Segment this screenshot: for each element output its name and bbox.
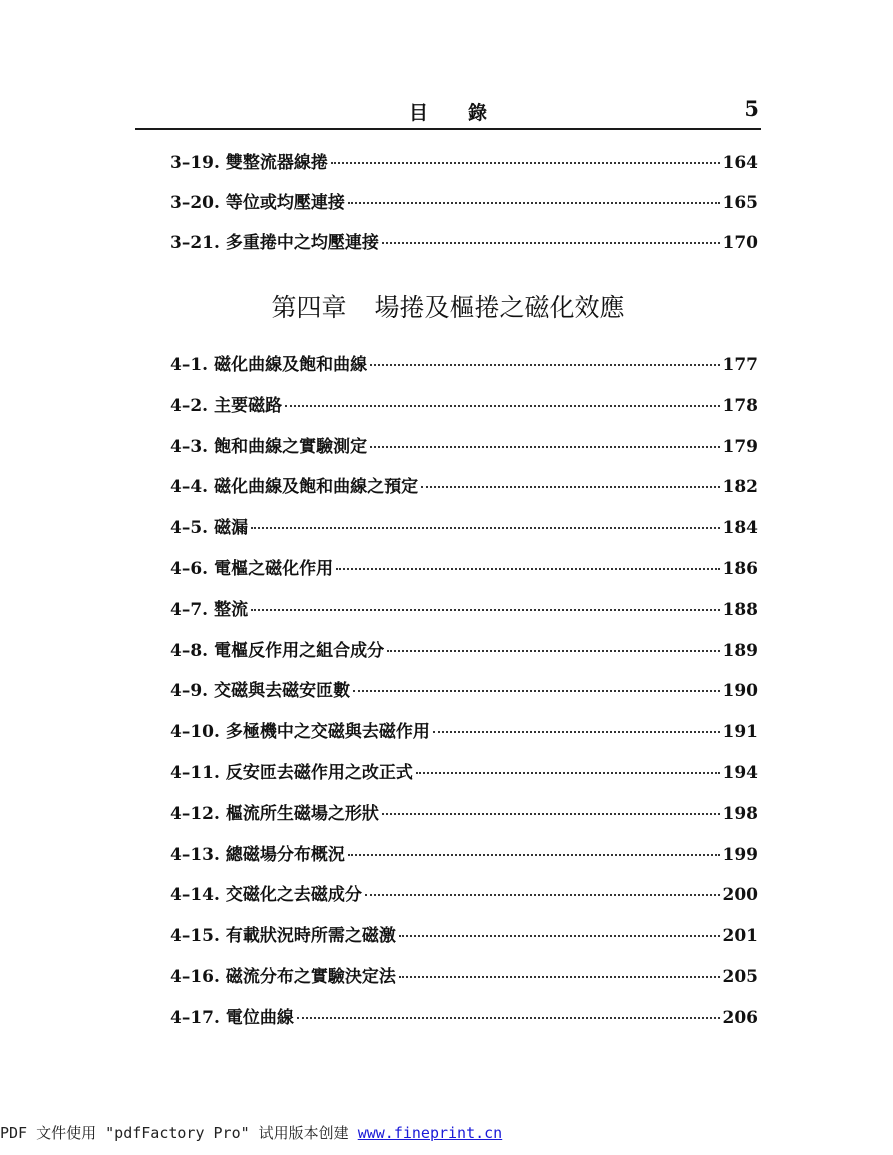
dot-leader <box>382 242 720 244</box>
entry-page-number: 165 <box>722 193 758 213</box>
dot-leader <box>348 854 720 856</box>
toc-entry <box>170 432 758 458</box>
entry-title: 磁化曲線及飽和曲線之預定 <box>214 477 419 498</box>
entry-page-number: 164 <box>722 153 758 173</box>
entry-title: 多極機中之交磁與去磁作用 <box>225 722 430 743</box>
header-rule <box>135 128 761 130</box>
toc-entry <box>170 148 758 174</box>
dot-leader <box>251 527 719 529</box>
toc-entry <box>170 962 758 988</box>
entry-page-number: 190 <box>722 681 758 702</box>
toc-entry <box>170 880 758 906</box>
dot-leader <box>399 976 720 978</box>
toc-entry <box>170 676 758 702</box>
dot-leader <box>365 894 720 896</box>
toc-entry <box>170 391 758 417</box>
entry-title: 電樞反作用之組合成分 <box>214 640 385 661</box>
toc-entry <box>170 228 758 254</box>
dot-leader <box>421 486 719 488</box>
entry-title: 磁漏 <box>214 518 249 539</box>
pdf-footer <box>0 1122 502 1143</box>
entry-page-number: 186 <box>722 559 758 579</box>
entry-title: 多重捲中之均壓連接 <box>225 233 379 253</box>
dot-leader <box>285 405 719 407</box>
toc-entry <box>170 472 758 498</box>
dot-leader <box>370 364 719 366</box>
toc-entry <box>170 636 758 662</box>
chapter-heading <box>135 288 761 324</box>
entry-page-number: 189 <box>722 640 758 661</box>
entry-number: 4–7. <box>170 599 209 620</box>
footer-link[interactable]: www.fineprint.cn <box>357 1124 503 1142</box>
entry-page-number: 205 <box>722 967 758 987</box>
dot-leader <box>336 568 719 570</box>
dot-leader <box>353 690 719 692</box>
entry-title: 等位或均壓連接 <box>225 193 345 213</box>
dot-leader <box>348 202 720 204</box>
dot-leader <box>399 935 720 937</box>
entry-page-number: 178 <box>722 395 758 416</box>
entry-number: 4–12. <box>170 803 220 824</box>
entry-title: 飽和曲線之實驗測定 <box>214 436 368 457</box>
toc-entry <box>170 758 758 784</box>
entry-page-number: 184 <box>722 518 758 539</box>
chapter-label: 第四章 <box>271 293 347 322</box>
toc-entry <box>170 595 758 621</box>
entry-title: 磁流分布之實驗決定法 <box>225 967 396 987</box>
entry-page-number: 200 <box>722 885 758 906</box>
footer-text: PDF 文件使用 "pdfFactory Pro" 试用版本创建 <box>0 1124 358 1142</box>
toc-entry <box>170 840 758 866</box>
entry-title: 整流 <box>214 599 249 620</box>
entry-title: 總磁場分布概況 <box>225 844 345 865</box>
entry-title: 電位曲線 <box>225 1007 294 1028</box>
toc-entry <box>170 1003 758 1029</box>
entry-page-number: 199 <box>722 844 758 865</box>
entry-title: 有載狀況時所需之磁激 <box>225 926 396 947</box>
header-page-number: 5 <box>744 96 759 121</box>
entry-page-number: 201 <box>722 926 758 947</box>
entry-number: 3–20. <box>170 193 220 213</box>
dot-leader <box>370 446 719 448</box>
dot-leader <box>416 772 720 774</box>
dot-leader <box>382 813 720 815</box>
entry-number: 4–13. <box>170 844 220 865</box>
entry-title: 雙整流器線捲 <box>225 153 328 173</box>
header-title: 目錄 <box>408 102 527 124</box>
entry-number: 4–9. <box>170 681 209 702</box>
entry-page-number: 198 <box>722 803 758 824</box>
entry-title: 交磁化之去磁成分 <box>225 885 362 906</box>
entry-number: 4–5. <box>170 518 209 539</box>
entry-page-number: 179 <box>722 436 758 457</box>
entry-number: 3–19. <box>170 153 220 173</box>
entry-page-number: 170 <box>722 233 758 253</box>
entry-title: 主要磁路 <box>214 395 283 416</box>
entry-number: 4–1. <box>170 355 209 375</box>
entry-number: 3–21. <box>170 233 220 253</box>
entry-title: 樞流所生磁場之形狀 <box>225 803 379 824</box>
entry-number: 4–17. <box>170 1007 220 1028</box>
entry-page-number: 194 <box>722 763 758 783</box>
entry-number: 4–4. <box>170 477 209 498</box>
entry-number: 4–2. <box>170 395 209 416</box>
dot-leader <box>251 609 719 611</box>
entry-number: 4–16. <box>170 967 220 987</box>
entry-page-number: 182 <box>722 477 758 498</box>
dot-leader <box>297 1017 720 1019</box>
toc-entry <box>170 799 758 825</box>
entry-title: 磁化曲線及飽和曲線 <box>214 355 368 375</box>
toc-entry <box>170 350 758 376</box>
entry-number: 4–8. <box>170 640 209 661</box>
dot-leader <box>433 731 720 733</box>
toc-entry <box>170 554 758 580</box>
entry-number: 4–11. <box>170 763 220 783</box>
entry-page-number: 188 <box>722 599 758 620</box>
entry-title: 電樞之磁化作用 <box>214 559 334 579</box>
entry-page-number: 191 <box>722 722 758 743</box>
entry-title: 反安匝去磁作用之改正式 <box>225 763 413 783</box>
dot-leader <box>331 162 720 164</box>
entry-number: 4–14. <box>170 885 220 906</box>
toc-entry <box>170 513 758 539</box>
toc-entry <box>170 188 758 214</box>
entry-title: 交磁與去磁安匝數 <box>214 681 351 702</box>
dot-leader <box>387 650 719 652</box>
chapter-title: 場捲及樞捲之磁化效應 <box>374 293 625 322</box>
entry-number: 4–3. <box>170 436 209 457</box>
entry-number: 4–15. <box>170 926 220 947</box>
page-header <box>135 92 761 128</box>
toc-entry <box>170 921 758 947</box>
entry-number: 4–10. <box>170 722 220 743</box>
entry-page-number: 177 <box>722 355 758 375</box>
toc-entry <box>170 717 758 743</box>
entry-page-number: 206 <box>722 1007 758 1028</box>
entry-number: 4–6. <box>170 559 209 579</box>
